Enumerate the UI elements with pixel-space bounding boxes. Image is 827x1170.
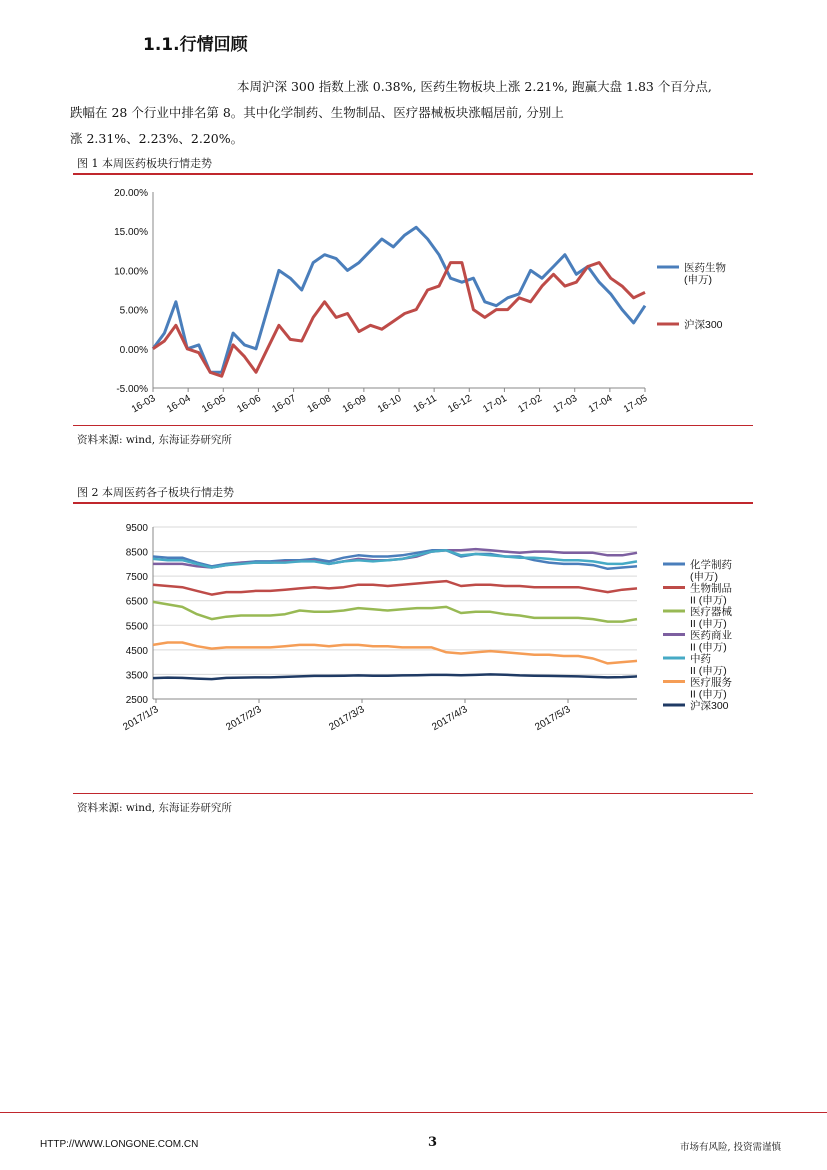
- figure2-top-rule: [73, 502, 753, 504]
- x-tick-label: 17-04: [586, 393, 615, 416]
- x-tick-label: 17-02: [516, 393, 545, 416]
- page-number: 3: [428, 1135, 438, 1150]
- y-tick-label: 0.00%: [119, 344, 148, 356]
- figure2-source: 资料来源: wind, 东海证券研究所: [77, 802, 232, 814]
- legend-label: II (申万): [690, 665, 727, 677]
- legend-label: 医药生物: [684, 262, 726, 274]
- legend-label: II (申万): [690, 641, 727, 654]
- legend-label: 沪深300: [684, 319, 723, 331]
- x-tick-label: 16-08: [305, 393, 334, 416]
- figure2-caption: 图 2 本周医药各子板块行情走势: [77, 486, 234, 499]
- x-tick-label: 16-07: [270, 393, 299, 416]
- series-line: [153, 674, 637, 679]
- figure1-chart: [73, 178, 753, 423]
- x-tick-label: 17-05: [621, 393, 650, 416]
- x-tick-label: 2017/3/3: [327, 704, 367, 734]
- legend-label: 医疗服务: [690, 676, 732, 689]
- x-tick-label: 2017/4/3: [430, 704, 470, 734]
- y-tick-label: 10.00%: [114, 266, 148, 278]
- legend-label: 化学制药: [690, 559, 732, 571]
- legend-label: II (申万): [690, 688, 727, 701]
- y-tick-label: 9500: [125, 523, 148, 534]
- x-tick-label: 2017/5/3: [533, 704, 573, 734]
- figure1-bottom-rule: [73, 425, 753, 426]
- y-tick-label: 3500: [125, 670, 148, 682]
- series-line: [153, 643, 637, 664]
- x-tick-label: 17-01: [481, 393, 509, 416]
- x-tick-label: 17-03: [551, 393, 580, 416]
- x-tick-label: 16-04: [164, 393, 193, 416]
- x-tick-label: 16-09: [340, 393, 369, 416]
- legend-label: II (申万): [690, 618, 727, 630]
- x-tick-label: 16-12: [446, 393, 474, 416]
- x-tick-label: 16-05: [200, 393, 228, 416]
- paragraph-line: 本周沪深 300 指数上涨 0.38%, 医药生物板块上涨 2.21%, 跑赢大盘 1.83 个百分点,: [237, 79, 712, 94]
- legend-label: 沪深300: [690, 700, 729, 712]
- y-tick-label: 2500: [125, 695, 148, 706]
- series-line: [153, 263, 645, 377]
- legend-label: II (申万): [690, 594, 727, 607]
- y-tick-label: 7500: [125, 572, 148, 584]
- x-tick-label: 16-10: [375, 393, 404, 416]
- series-line: [153, 602, 637, 622]
- y-tick-label: 5.00%: [119, 305, 148, 317]
- footer-rule: [0, 1112, 827, 1113]
- legend-label: 生物制品: [690, 582, 732, 595]
- series-line: [153, 227, 645, 372]
- y-tick-label: 4500: [125, 645, 148, 657]
- footer-url[interactable]: HTTP://WWW.LONGONE.COM.CN: [40, 1139, 199, 1150]
- paragraph-line: 涨 2.31%、2.23%、2.20%。: [70, 131, 244, 146]
- figure1-top-rule: [73, 173, 753, 175]
- y-tick-label: 20.00%: [114, 188, 148, 199]
- legend-label: 中药: [690, 653, 711, 665]
- figure1-source: 资料来源: wind, 东海证券研究所: [77, 434, 232, 446]
- x-tick-label: 2017/1/3: [121, 704, 161, 734]
- figure1-caption: 图 1 本周医药板块行情走势: [77, 157, 212, 170]
- y-tick-label: 6500: [125, 596, 148, 608]
- paragraph-line: 跌幅在 28 个行业中排名第 8。其中化学制药、生物制品、医疗器械板块涨幅居前, 分别上: [70, 105, 564, 120]
- footer-disclaimer: 市场有风险, 投资需谨慎: [680, 1142, 782, 1153]
- legend-label: 医药商业: [690, 629, 732, 642]
- x-tick-label: 2017/2/3: [224, 704, 264, 734]
- summary-paragraph: [70, 74, 787, 152]
- y-tick-label: 5500: [125, 621, 148, 633]
- series-line: [153, 581, 637, 595]
- x-tick-label: 16-11: [411, 393, 439, 416]
- y-tick-label: -5.00%: [116, 384, 148, 395]
- x-tick-label: 16-06: [235, 393, 263, 416]
- y-tick-label: 8500: [125, 547, 148, 559]
- x-tick-label: 16-03: [129, 393, 158, 416]
- legend-label: (申万): [684, 274, 712, 286]
- y-tick-label: 15.00%: [114, 227, 148, 239]
- figure2-chart: [73, 508, 753, 790]
- legend-label: (申万): [690, 571, 718, 583]
- legend-label: 医疗器械: [690, 606, 732, 618]
- figure2-bottom-rule: [73, 793, 753, 794]
- section-title: 1.1.行情回顾: [143, 35, 248, 55]
